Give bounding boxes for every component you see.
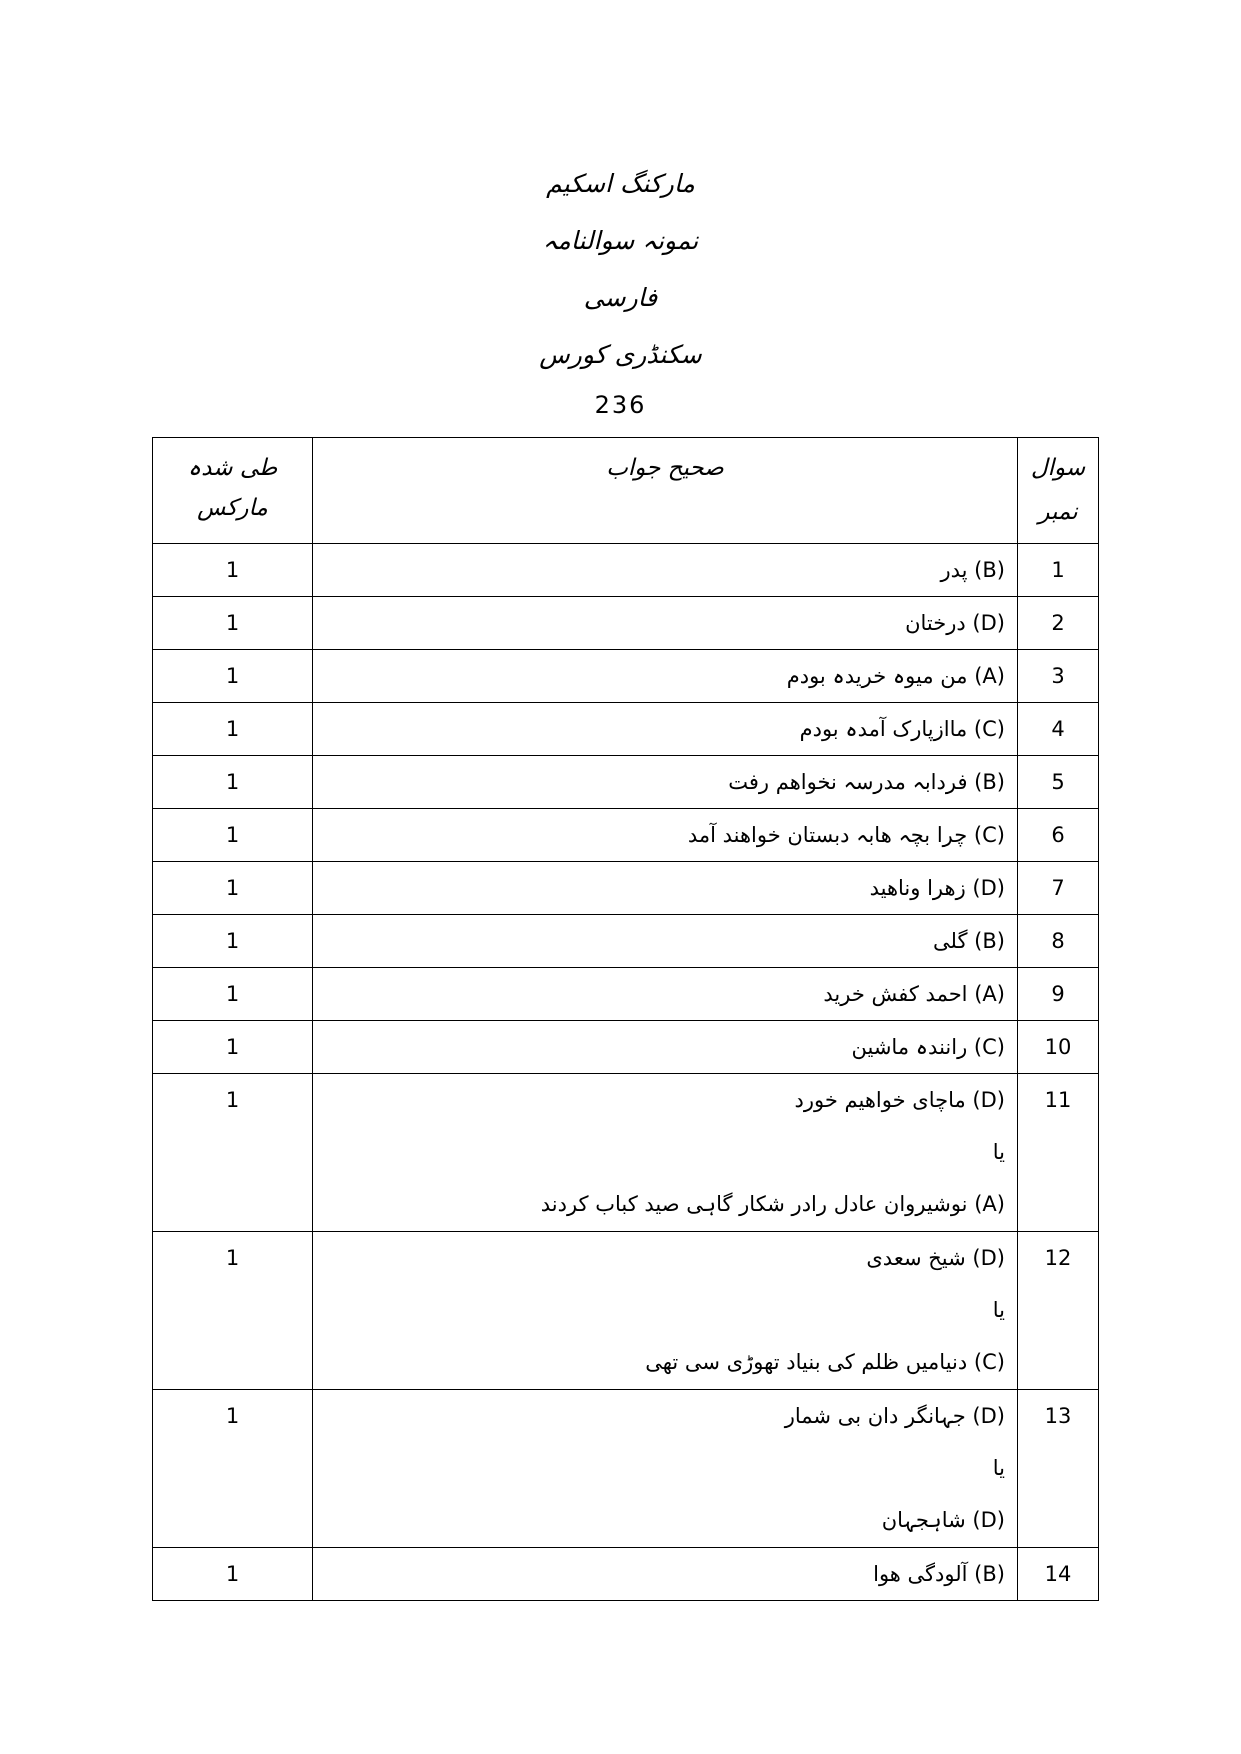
question-number-cell [1018, 1021, 1099, 1074]
answer-text: ماچای خواھیم خورد [794, 1088, 966, 1112]
marks-value: 1 [225, 876, 240, 900]
answer-text: یا [992, 1456, 1005, 1480]
answer-line [313, 1442, 1005, 1494]
answer-line [313, 915, 1005, 967]
question-number: 9 [1051, 982, 1065, 1006]
marks-value: 1 [225, 770, 240, 794]
answer-cell [313, 1021, 1018, 1074]
marks-value: 1 [225, 823, 240, 847]
marks-cell [153, 544, 313, 597]
answer-cell [313, 756, 1018, 809]
answer-line [313, 1548, 1005, 1600]
answer-cell [313, 1548, 1018, 1601]
table-row [153, 703, 1099, 756]
marking-scheme-body [153, 438, 1099, 1601]
marks-cell [153, 650, 313, 703]
option-letter: (A) [974, 1192, 1005, 1216]
question-number-cell [1018, 809, 1099, 862]
answer-line [313, 809, 1005, 861]
option-letter: (D) [972, 1404, 1005, 1428]
course-code: 236 [594, 391, 647, 419]
marks-cell [153, 915, 313, 968]
question-number-cell [1018, 703, 1099, 756]
question-number: 8 [1051, 929, 1065, 953]
marks-cell [153, 1232, 313, 1390]
marks-value: 1 [225, 664, 240, 688]
answer-cell [313, 703, 1018, 756]
answer-line [313, 597, 1005, 649]
answer-cell [313, 862, 1018, 915]
question-number: 12 [1044, 1246, 1072, 1270]
question-number: 14 [1044, 1562, 1072, 1586]
marking-scheme-table [152, 437, 1099, 1601]
option-letter: (A) [974, 664, 1005, 688]
answer-line [313, 1126, 1005, 1178]
marks-cell [153, 1074, 313, 1232]
answer-cell [313, 1074, 1018, 1232]
option-letter: (B) [974, 558, 1005, 582]
option-letter: (B) [974, 770, 1005, 794]
answer-text: زھرا وناھید [869, 876, 966, 900]
question-number: 2 [1051, 611, 1065, 635]
marks-cell [153, 1548, 313, 1601]
answer-cell [313, 597, 1018, 650]
option-letter: (D) [972, 611, 1005, 635]
question-number-cell [1018, 968, 1099, 1021]
document-header [0, 155, 1241, 425]
marks-value: 1 [225, 1035, 240, 1059]
marks-cell [153, 597, 313, 650]
option-letter: (D) [972, 1508, 1005, 1532]
marks-cell [153, 756, 313, 809]
marks-cell [153, 809, 313, 862]
question-number-cell [1018, 1232, 1099, 1390]
document-title: مارکنگ اسکیم [546, 169, 695, 198]
answer-line [313, 862, 1005, 914]
question-number: 6 [1051, 823, 1065, 847]
question-number: 1 [1051, 558, 1065, 582]
answer-text: جہانگر دان بی شمار [784, 1404, 966, 1428]
marks-value: 1 [225, 1404, 240, 1428]
marks-cell [153, 1021, 313, 1074]
answer-text: درختان [905, 611, 966, 635]
answer-line [313, 1074, 1005, 1126]
option-letter: (A) [974, 982, 1005, 1006]
answer-line [313, 1336, 1005, 1388]
option-letter: (C) [973, 717, 1005, 741]
option-letter: (B) [974, 929, 1005, 953]
table-row [153, 650, 1099, 703]
marks-cell [153, 703, 313, 756]
question-number: 4 [1051, 717, 1065, 741]
marks-value: 1 [225, 558, 240, 582]
header-cell-marks [153, 438, 313, 544]
marks-cell [153, 968, 313, 1021]
answer-cell [313, 544, 1018, 597]
answer-line [313, 1232, 1005, 1284]
answer-text: پدر [940, 558, 968, 582]
table-row [153, 968, 1099, 1021]
subject-name: فارسی [583, 283, 658, 312]
option-letter: (C) [973, 1350, 1005, 1374]
question-number: 10 [1044, 1035, 1072, 1059]
question-number: 13 [1044, 1404, 1072, 1428]
question-number: 3 [1051, 664, 1065, 688]
marks-value: 1 [225, 929, 240, 953]
marks-value: 1 [225, 1088, 240, 1112]
answer-cell [313, 1232, 1018, 1390]
table-row [153, 915, 1099, 968]
question-number-cell [1018, 756, 1099, 809]
document-subtitle: نمونہ سوالنامہ [542, 226, 699, 255]
question-number-cell [1018, 915, 1099, 968]
answer-text: احمد کفش خرید [823, 982, 968, 1006]
header-cell-answer [313, 438, 1018, 544]
table-header-row [153, 438, 1099, 544]
answer-text: ماازپارک آمدہ بودم [799, 717, 968, 741]
answer-line [313, 1178, 1005, 1230]
question-number-cell [1018, 597, 1099, 650]
answer-cell [313, 1390, 1018, 1548]
option-letter: (C) [973, 823, 1005, 847]
marks-value: 1 [225, 982, 240, 1006]
header-cell-qno [1018, 438, 1099, 544]
option-letter: (B) [974, 1562, 1005, 1586]
question-number-cell [1018, 1548, 1099, 1601]
answer-line [313, 1284, 1005, 1336]
question-number-cell [1018, 1390, 1099, 1548]
table-row [153, 597, 1099, 650]
question-number: 11 [1044, 1088, 1072, 1112]
table-row [153, 544, 1099, 597]
question-number-cell [1018, 862, 1099, 915]
answer-text: شاہجہان [881, 1508, 966, 1532]
answer-line [313, 703, 1005, 755]
table-row [153, 756, 1099, 809]
answer-text: من میوہ خریدہ بودم [786, 664, 968, 688]
answer-text: فردابہ مدرسہ نخواھم رفت [728, 770, 968, 794]
question-number: 5 [1051, 770, 1065, 794]
question-number-cell [1018, 650, 1099, 703]
answer-text: رانندہ ماشین [851, 1035, 968, 1059]
answer-cell [313, 650, 1018, 703]
course-name: سکنڈری کورس [539, 340, 702, 369]
answer-text: گلی [933, 929, 968, 953]
column-header-qno: سوال نمبر [1030, 455, 1086, 525]
answer-cell [313, 809, 1018, 862]
option-letter: (D) [972, 1088, 1005, 1112]
table-row [153, 809, 1099, 862]
marks-value: 1 [225, 1562, 240, 1586]
answer-line [313, 968, 1005, 1020]
answer-line [313, 650, 1005, 702]
question-number-cell [1018, 1074, 1099, 1232]
answer-line [313, 756, 1005, 808]
table-row [153, 1548, 1099, 1601]
marks-value: 1 [225, 611, 240, 635]
table-row [153, 1021, 1099, 1074]
marks-value: 1 [225, 717, 240, 741]
answer-text: دنیامیں ظلم کی بنیاد تھوڑی سی تھی [645, 1350, 968, 1374]
answer-text: یا [992, 1298, 1005, 1322]
answer-text: نوشیروان عادل رادر شکار گاہی صید کباب کردند [540, 1192, 968, 1216]
answer-line [313, 1494, 1005, 1546]
answer-text: چرا بچہ ھابہ دبستان خواھند آمد [687, 823, 968, 847]
answer-line [313, 544, 1005, 596]
question-number-cell [1018, 544, 1099, 597]
answer-cell [313, 968, 1018, 1021]
answer-cell [313, 915, 1018, 968]
marks-cell [153, 1390, 313, 1548]
option-letter: (C) [973, 1035, 1005, 1059]
table-row [153, 1074, 1099, 1232]
answer-text: آلودگی ھوا [873, 1562, 968, 1586]
marks-value: 1 [225, 1246, 240, 1270]
answer-line [313, 1021, 1005, 1073]
answer-text: یا [992, 1140, 1005, 1164]
answer-text: شیخ سعدی [866, 1246, 966, 1270]
column-header-answer: صحیح جواب [606, 455, 724, 481]
question-number: 7 [1051, 876, 1065, 900]
table-row [153, 1390, 1099, 1548]
answer-line [313, 1390, 1005, 1442]
option-letter: (D) [972, 1246, 1005, 1270]
option-letter: (D) [972, 876, 1005, 900]
column-header-marks: طی شدہ مارکس [187, 455, 278, 521]
marks-cell [153, 862, 313, 915]
table-row [153, 862, 1099, 915]
table-row [153, 1232, 1099, 1390]
